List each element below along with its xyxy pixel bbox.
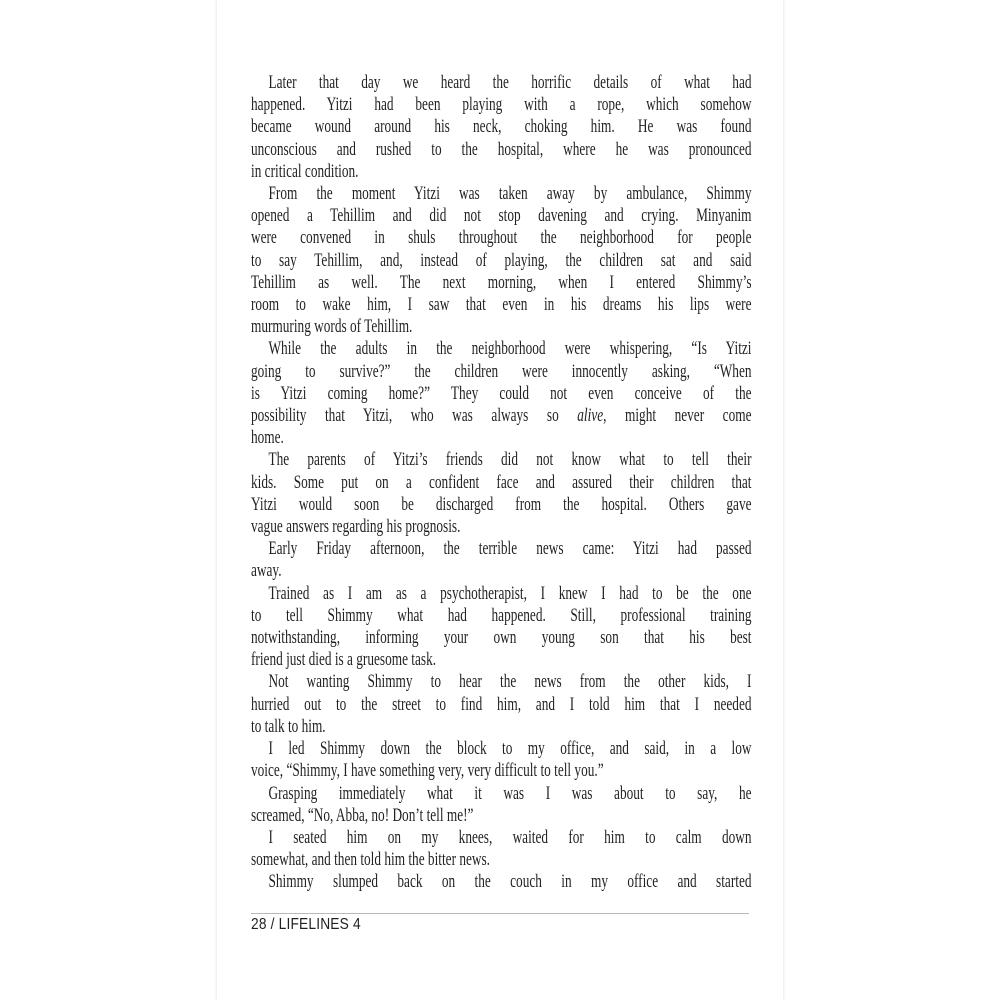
text-line: The parents of Yitzi’s friends did not know what to tell their [268, 449, 752, 471]
text-line: Later that day we heard the horrific details of what had [268, 72, 752, 93]
text-line: happened. Yitzi had been playing with a rope, which somehow [251, 94, 752, 116]
text-line: I led Shimmy down the block to my office, and said, in a low [268, 738, 752, 760]
body-text [251, 72, 752, 894]
text-line: away. [251, 560, 282, 582]
paragraph [251, 449, 752, 538]
text-line: Yitzi would soon be discharged from the hospital. Others gave [251, 493, 752, 515]
text-segment: possibility that Yitzi, who was always so [251, 405, 578, 427]
italic-word: alive [577, 405, 604, 427]
text-line: Shimmy slumped back on the couch in my office and started [268, 871, 752, 893]
text-line: opened a Tehillim and did not stop davening and crying. Minyanim [251, 205, 752, 227]
text-line: I seated him on my knees, waited for him to calm down [268, 826, 752, 848]
text-line-with-italic [251, 405, 752, 427]
paragraph [251, 738, 752, 782]
text-line: to tell Shimmy what had happened. Still, professional training [251, 604, 752, 626]
text-line: somewhat, and then told him the bitter news. [251, 849, 490, 871]
text-segment: , might never come [603, 405, 752, 427]
text-line: voice, “Shimmy, I have something very, very difficult to tell you.” [251, 760, 604, 782]
text-line: home. [251, 427, 284, 449]
paragraph [251, 671, 752, 738]
text-line: Early Friday afternoon, the terrible news came: Yitzi had passed [268, 538, 752, 560]
paragraph [251, 538, 752, 582]
paragraph [251, 583, 752, 672]
text-line: screamed, “No, Abba, no! Don’t tell me!” [251, 804, 474, 826]
text-line: While the adults in the neighborhood were whispering, “Is Yitzi [268, 338, 752, 360]
text-line: in critical condition. [251, 160, 359, 182]
paragraph [251, 183, 752, 338]
text-line: murmuring words of Tehillim. [251, 316, 413, 338]
text-line: to say Tehillim, and, instead of playing, the children sat and said [251, 249, 752, 271]
text-line: unconscious and rushed to the hospital, where he was pronounced [251, 138, 752, 160]
text-line: vague answers regarding his prognosis. [251, 516, 461, 538]
text-line: became wound around his neck, choking him. He was found [251, 116, 752, 138]
text-line: is Yitzi coming home?” They could not even conceive of the [251, 382, 752, 404]
text-line: were convened in shuls throughout the neighborhood for people [251, 227, 752, 249]
text-line: From the moment Yitzi was taken away by ambulance, Shimmy [268, 183, 752, 205]
paragraph [251, 338, 752, 449]
text-line: hurried out to the street to find him, and I told him that I needed [251, 693, 752, 715]
text-line: notwithstanding, informing your own young son that his best [251, 627, 752, 649]
paragraph [251, 783, 752, 827]
book-page [217, 0, 783, 1000]
paragraph [251, 72, 752, 183]
running-footer: 28 / LIFELINES 4 [251, 916, 361, 933]
text-line: friend just died is a gruesome task. [251, 649, 437, 671]
text-line: Not wanting Shimmy to hear the news from the other kids, I [268, 671, 752, 693]
text-line: room to wake him, I saw that even in his dreams his lips were [251, 294, 752, 316]
paragraph [251, 871, 752, 893]
text-line: going to survive?” the children were innocently asking, “When [251, 360, 752, 382]
text-line: Tehillim as well. The next morning, when I entered Shimmy’s [251, 271, 752, 293]
text-line: kids. Some put on a confident face and assured their children that [251, 471, 752, 493]
paragraph [251, 827, 752, 871]
text-line: Grasping immediately what it was I was about to say, he [268, 782, 752, 804]
text-line: to talk to him. [251, 715, 326, 737]
text-line: Trained as I am as a psychotherapist, I knew I had to be the one [268, 582, 752, 604]
